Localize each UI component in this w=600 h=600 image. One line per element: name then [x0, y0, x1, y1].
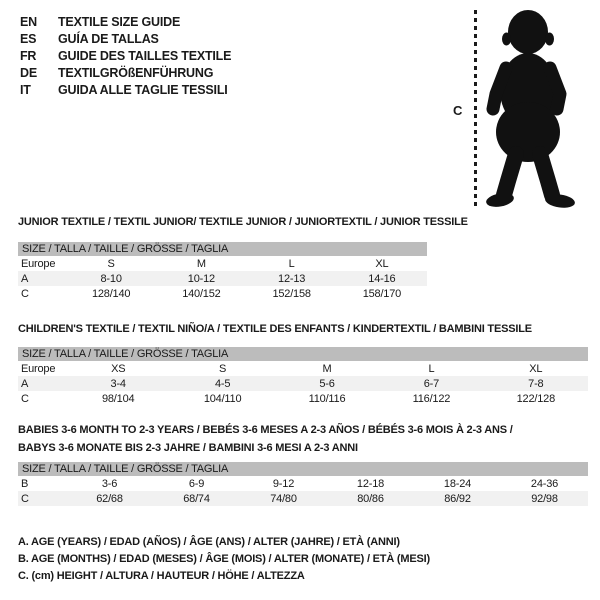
value-cell: 152/158 [272, 287, 311, 300]
language-code: IT [20, 82, 31, 97]
value-cell: XL [529, 362, 543, 375]
table-row [18, 361, 588, 376]
value-cell: 98/104 [101, 392, 135, 405]
babies-section-title [18, 421, 513, 457]
babies-size-table [18, 462, 588, 506]
value-cell: 122/128 [516, 392, 556, 405]
value-cell: 18-24 [443, 477, 472, 490]
junior-size-table [18, 242, 427, 301]
row-label-cell: C [21, 492, 29, 505]
value-cell: M [322, 362, 332, 375]
value-cell: M [196, 257, 206, 270]
language-title: TEXTILE SIZE GUIDE [58, 14, 181, 29]
language-title: GUÍA DE TALLAS [58, 31, 159, 46]
toddler-silhouette-icon [480, 6, 590, 208]
table-row [18, 476, 588, 491]
value-cell: 4-5 [214, 377, 231, 390]
height-measure-label: C [453, 103, 463, 118]
babies-title-line2: BABYS 3-6 MONATE BIS 2-3 JAHRE / BAMBINI 3-6 MESI A 2-3 ANNI [18, 442, 358, 454]
junior-section-title: JUNIOR TEXTILE / TEXTIL JUNIOR/ TEXTILE JUNIOR / JUNIORTEXTIL / JUNIOR TESSILE [18, 216, 468, 228]
footnote-height: C. (cm) HEIGHT / ALTURA / HAUTEUR / HÖHE / ALTEZZA [18, 570, 305, 582]
row-label-cell: A [21, 377, 29, 390]
list-item [20, 81, 231, 98]
table-header: SIZE / TALLA / TAILLE / GRÖSSE / TAGLIA [18, 462, 588, 476]
table-row [18, 491, 588, 506]
height-measure-line [474, 10, 477, 206]
value-cell: L [288, 257, 295, 270]
table-header: SIZE / TALLA / TAILLE / GRÖSSE / TAGLIA [18, 347, 588, 361]
value-cell: 9-12 [272, 477, 295, 490]
value-cell: 116/122 [412, 392, 451, 405]
language-code: DE [20, 65, 37, 80]
value-cell: 8-10 [100, 272, 122, 285]
value-cell: 68/74 [183, 492, 210, 505]
value-cell: 86/92 [444, 492, 471, 505]
list-item [20, 64, 231, 81]
language-title-list [20, 13, 231, 98]
row-label-cell: Europe [21, 362, 56, 375]
table-row [18, 376, 588, 391]
table-row [18, 286, 427, 301]
value-cell: 6-9 [188, 477, 205, 490]
value-cell: 10-12 [187, 272, 215, 285]
language-code: ES [20, 31, 37, 46]
row-label-cell: C [21, 287, 29, 300]
value-cell: 5-6 [319, 377, 335, 390]
footnote-age-years: A. AGE (YEARS) / EDAD (AÑOS) / ÂGE (ANS) / ALTER (JAHRE) / ETÀ (ANNI) [18, 536, 400, 548]
value-cell: 12-13 [278, 272, 306, 285]
language-code: EN [20, 14, 37, 29]
value-cell: 24-36 [530, 477, 559, 490]
row-label-cell: B [21, 477, 29, 490]
value-cell: 3-6 [101, 477, 118, 490]
value-cell: S [107, 257, 115, 270]
table-row [18, 271, 427, 286]
language-title: TEXTILGRÖßENFÜHRUNG [58, 65, 214, 80]
children-size-table [18, 347, 588, 406]
value-cell: 7-8 [528, 377, 544, 390]
legend-footnotes [18, 536, 430, 587]
value-cell: XS [111, 362, 126, 375]
value-cell: XL [375, 257, 389, 270]
value-cell: 62/68 [96, 492, 123, 505]
value-cell: 3-4 [110, 377, 126, 390]
value-cell: 80/86 [357, 492, 384, 505]
table-header: SIZE / TALLA / TAILLE / GRÖSSE / TAGLIA [18, 242, 427, 256]
value-cell: 74/80 [270, 492, 297, 505]
row-label-cell: Europe [21, 257, 56, 270]
value-cell: 14-16 [368, 272, 396, 285]
value-cell: 128/140 [91, 287, 131, 300]
list-item [20, 13, 231, 30]
value-cell: 110/116 [308, 392, 346, 405]
list-item [20, 30, 231, 47]
table-row [18, 391, 588, 406]
value-cell: 104/110 [203, 392, 242, 405]
row-label-cell: A [21, 272, 29, 285]
value-cell: 12-18 [356, 477, 385, 490]
value-cell: S [219, 362, 227, 375]
children-section-title: CHILDREN'S TEXTILE / TEXTIL NIÑO/A / TEXTILE DES ENFANTS / KINDERTEXTIL / BAMBINI TESSILE [18, 323, 532, 335]
value-cell: 158/170 [362, 287, 402, 300]
value-cell: 140/152 [182, 287, 221, 300]
value-cell: 92/98 [531, 492, 558, 505]
table-row [18, 256, 427, 271]
row-label-cell: C [21, 392, 29, 405]
language-title: GUIDE DES TAILLES TEXTILE [58, 48, 232, 63]
babies-title-line1: BABIES 3-6 MONTH TO 2-3 YEARS / BEBÉS 3-6 MESES A 2-3 AÑOS / BÉBÉS 3-6 MOIS À 2-3 ANS / [18, 424, 513, 436]
language-title: GUIDA ALLE TAGLIE TESSILI [58, 82, 228, 97]
value-cell: L [428, 362, 435, 375]
language-code: FR [20, 48, 37, 63]
value-cell: 6-7 [423, 377, 440, 390]
footnote-age-months: B. AGE (MONTHS) / EDAD (MESES) / ÂGE (MOIS) / ALTER (MONATE) / ETÀ (MESI) [18, 553, 430, 565]
list-item [20, 47, 231, 64]
